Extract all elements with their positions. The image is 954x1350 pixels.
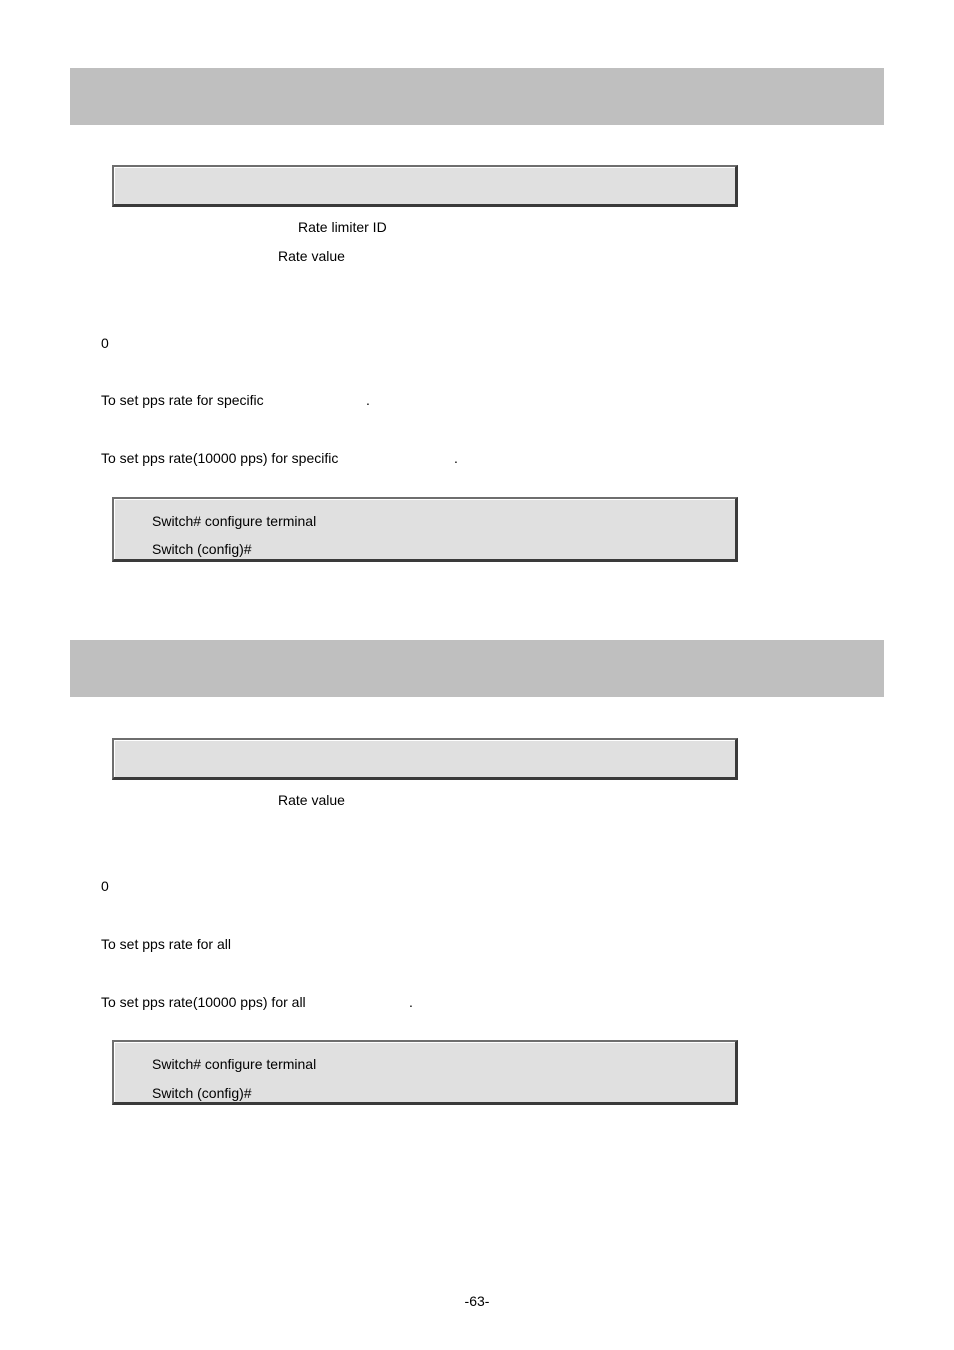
param-rate-value: Rate value — [278, 792, 345, 808]
example-box-2 — [112, 1040, 738, 1105]
usage-text: To set pps rate for all — [101, 936, 231, 952]
example-line: Switch# configure terminal — [152, 1056, 317, 1072]
example-description: To set pps rate(10000 pps) for all — [101, 994, 306, 1010]
syntax-box-2 — [112, 738, 738, 780]
page-number: -63- — [464, 1293, 490, 1309]
syntax-box-1 — [112, 165, 738, 207]
param-rate-value: Rate value — [278, 248, 345, 264]
example-description-end: . — [454, 450, 458, 466]
param-rate-limiter-id: Rate limiter ID — [298, 219, 387, 235]
default-value: 0 — [101, 335, 109, 351]
example-line: Switch (config)# — [152, 541, 252, 557]
usage-text-end: . — [366, 392, 370, 408]
example-line: Switch# configure terminal — [152, 513, 317, 529]
section-header-2 — [70, 640, 884, 697]
section-header-1 — [70, 68, 884, 125]
default-value: 0 — [101, 878, 109, 894]
example-box-1 — [112, 497, 738, 562]
example-line: Switch (config)# — [152, 1085, 252, 1101]
example-description: To set pps rate(10000 pps) for specific — [101, 450, 339, 466]
usage-text: To set pps rate for specific — [101, 392, 264, 408]
example-description-end: . — [409, 994, 413, 1010]
